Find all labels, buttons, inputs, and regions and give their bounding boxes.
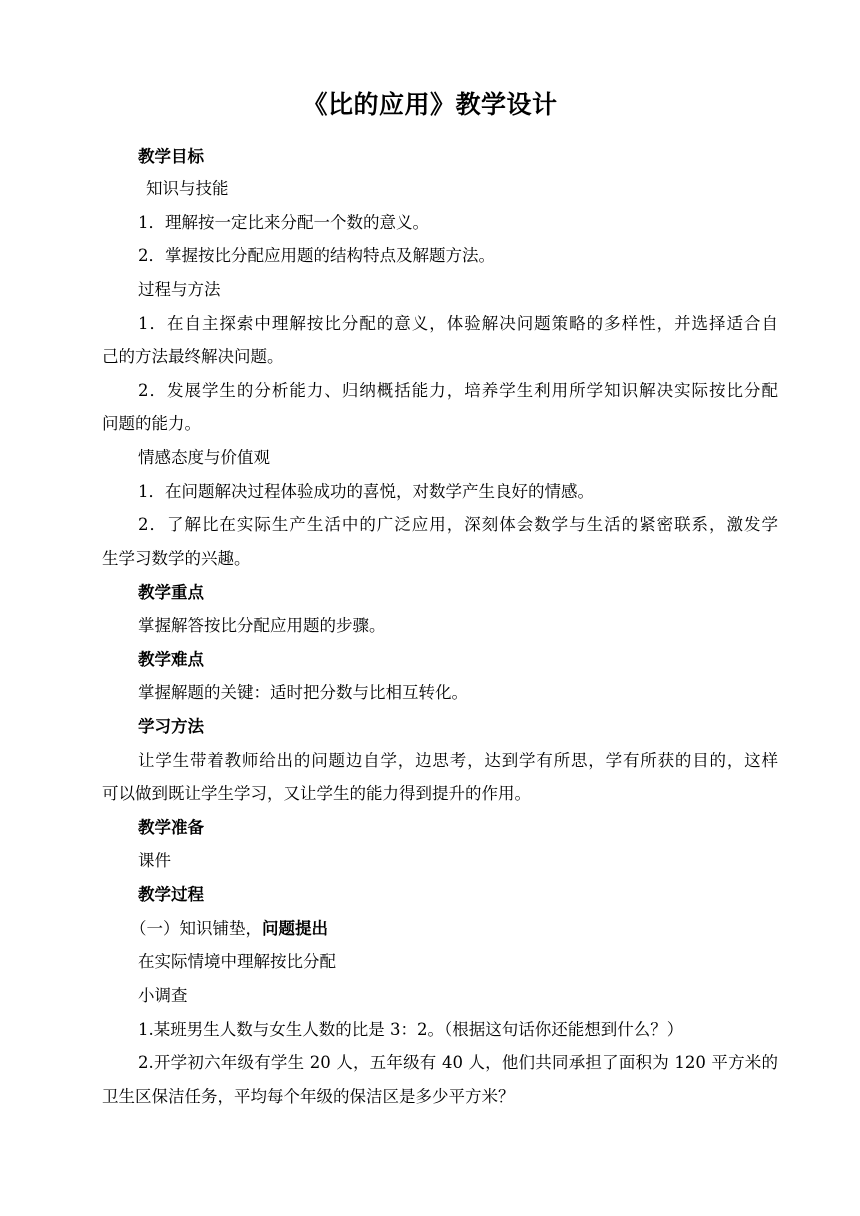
- paragraph-line: 1．理解按一定比来分配一个数的意义。: [138, 213, 429, 232]
- paragraph-line: 2.开学初六年级有学生 20 人，五年级有 40 人，他们共同承担了面积为 120 平方米的: [138, 1053, 778, 1072]
- subheading-step-one: [130, 918, 328, 940]
- section-heading-teaching-goals: 教学目标: [138, 147, 204, 166]
- paragraph-line: 掌握解答按比分配应用题的步骤。: [138, 616, 386, 635]
- paragraph-line: 卫生区保洁任务，平均每个年级的保洁区是多少平方米？: [102, 1087, 515, 1106]
- paragraph-line: 在实际情境中理解按比分配: [138, 952, 336, 971]
- paragraph-line: 己的方法最终解决问题。: [102, 347, 284, 366]
- paragraph-line: 掌握解题的关键：适时把分数与比相互转化。: [138, 683, 468, 702]
- subheading-knowledge-skills: 知识与技能: [146, 179, 229, 198]
- subheading-process-methods: 过程与方法: [138, 280, 221, 299]
- paragraph-line: 让学生带着教师给出的问题边自学，边思考，达到学有所思，学有所获的目的，这样: [138, 751, 778, 770]
- section-heading-learning-methods: 学习方法: [138, 717, 204, 736]
- paragraph-line: 可以做到既让学生学习，又让学生的能力得到提升的作用。: [102, 784, 531, 803]
- paragraph-line: 生学习数学的兴趣。: [102, 549, 251, 568]
- subheading-emotion-values: 情感态度与价值观: [138, 448, 270, 467]
- document-title: 《比的应用》教学设计: [302, 90, 558, 119]
- step-one-label: （一）知识铺垫，: [130, 919, 262, 938]
- paragraph-line: 问题的能力。: [102, 414, 201, 433]
- step-one-emphasis: 问题提出: [262, 919, 328, 938]
- section-heading-preparation: 教学准备: [138, 818, 204, 837]
- section-heading-teaching-process: 教学过程: [138, 885, 204, 904]
- paragraph-line: 1．在自主探索中理解按比分配的意义，体验解决问题策略的多样性，并选择适合自: [138, 314, 778, 333]
- paragraph-line: 2．发展学生的分析能力、归纳概括能力，培养学生利用所学知识解决实际按比分配: [138, 381, 778, 400]
- paragraph-line: 1．在问题解决过程体验成功的喜悦，对数学产生良好的情感。: [138, 482, 594, 501]
- section-heading-difficulties: 教学难点: [138, 650, 204, 669]
- paragraph-line: 课件: [138, 851, 171, 870]
- paragraph-line: 2．掌握按比分配应用题的结构特点及解题方法。: [138, 246, 495, 265]
- section-heading-key-points: 教学重点: [138, 583, 204, 602]
- paragraph-line: 小调查: [138, 986, 188, 1005]
- paragraph-line: 1.某班男生人数与女生人数的比是 3：2。（根据这句话你还能想到什么？）: [138, 1020, 684, 1039]
- paragraph-line: 2．了解比在实际生产生活中的广泛应用，深刻体会数学与生活的紧密联系，激发学: [138, 515, 778, 534]
